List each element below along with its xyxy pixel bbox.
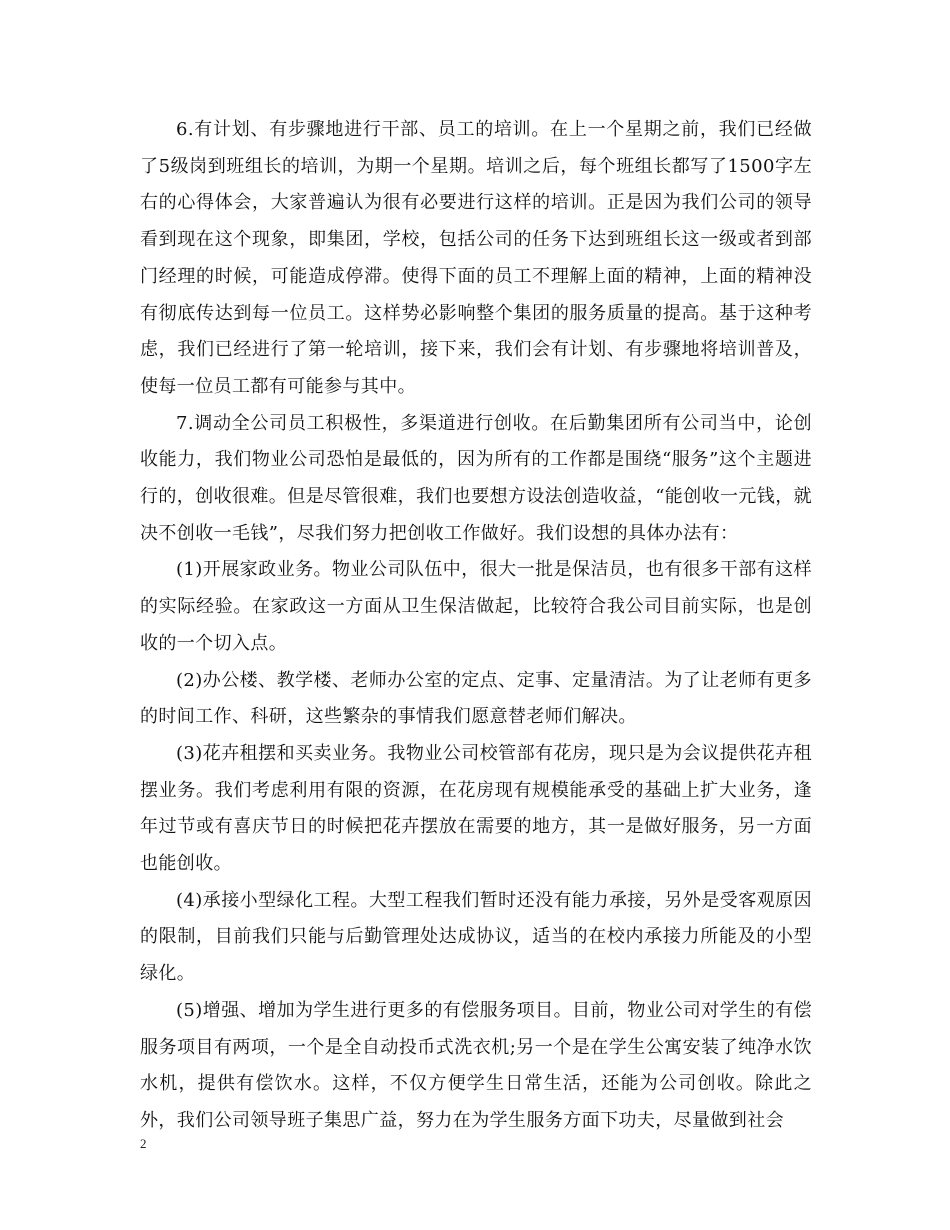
page-number: 2 bbox=[140, 1136, 147, 1151]
paragraph-subitem-2-cleaning: (2)办公楼、教学楼、老师办公室的定点、定事、定量清洁。为了让老师有更多的时间工作、科研，这些繁杂的事情我们愿意替老师们解决。 bbox=[140, 669, 812, 728]
paragraph-item-7-revenue: 7.调动全公司员工积极性，多渠道进行创收。在后勤集团所有公司当中，论创收能力，我们物业公司恐怕是最低的，因为所有的工作都是围绕“服务”这个主题进行的，创收很难。但是尽管很难，我们也要想方设法创造收益，“能创收一元钱，就决不创收一毛钱”，尽我们努力把创收工作做好。我们设想的具体办法有： bbox=[140, 412, 812, 544]
paragraph-subitem-4-greening: (4)承接小型绿化工程。大型工程我们暂时还没有能力承接，另外是受客观原因的限制，目前我们只能与后勤管理处达成协议，适当的在校内承接力所能及的小型绿化。 bbox=[140, 889, 812, 985]
paragraph-subitem-5-student-services: (5)增强、增加为学生进行更多的有偿服务项目。目前，物业公司对学生的有偿服务项目有两项，一个是全自动投币式洗衣机;另一个是在学生公寓安装了纯净水饮水机，提供有偿饮水。这样，不仅方便学生日常生活，还能为公司创收。除此之外，我们公司领导班子集思广益，努力在为学生服务方面下功夫，尽量做到社会 bbox=[140, 999, 812, 1131]
paragraph-subitem-3-flowers: (3)花卉租摆和买卖业务。我物业公司校管部有花房，现只是为会议提供花卉租摆业务。我们考虑利用有限的资源，在花房现有规模能承受的基础上扩大业务，逢年过节或有喜庆节日的时候把花卉摆放在需要的地方，其一是做好服务，另一方面也能创收。 bbox=[140, 742, 812, 875]
document-body bbox=[140, 112, 812, 1140]
paragraph-item-6-training: 6.有计划、有步骤地进行干部、员工的培训。在上一个星期之前，我们已经做了5级岗到班组长的培训，为期一个星期。培训之后，每个班组长都写了1500字左右的心得体会，大家普遍认为很有必要进行这样的培训。正是因为我们公司的领导看到现在这个现象，即集团，学校，包括公司的任务下达到班组长这一级或者到部门经理的时候，可能造成停滞。使得下面的员工不理解上面的精神，上面的精神没有彻底传达到每一位员工。这样势必影响整个集团的服务质量的提高。基于这种考虑，我们已经进行了第一轮培训，接下来，我们会有计划、有步骤地将培训普及，使每一位员工都有可能参与其中。 bbox=[140, 119, 812, 397]
paragraph-subitem-1-housekeeping: (1)开展家政业务。物业公司队伍中，很大一批是保洁员，也有很多干部有这样的实际经验。在家政这一方面从卫生保洁做起，比较符合我公司目前实际，也是创收的一个切入点。 bbox=[140, 559, 812, 654]
